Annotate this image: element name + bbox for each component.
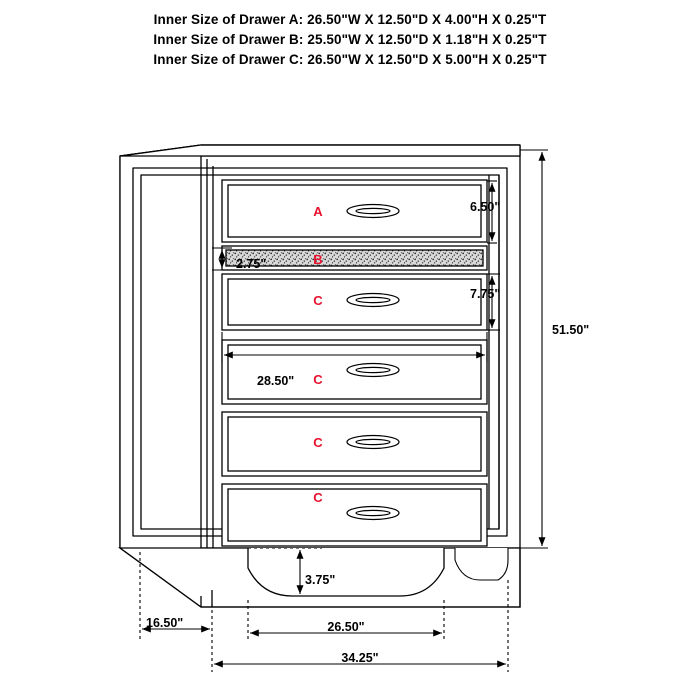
drawer-letter-a: A bbox=[313, 204, 323, 219]
drawer-letter-c1: C bbox=[313, 293, 323, 308]
drawer-fronts bbox=[222, 180, 487, 546]
dim-drawer-b-height: 2.75" bbox=[236, 257, 267, 271]
spec-line-drawer-b: Inner Size of Drawer B: 25.50"W X 12.50"D X 1.18"H X 0.25"T bbox=[153, 32, 547, 47]
drawer-letter-c3: C bbox=[313, 435, 323, 450]
dim-drawer-a-height: 6.50" bbox=[470, 200, 501, 214]
dim-depth: 16.50" bbox=[146, 616, 184, 630]
drawer-letter-c2: C bbox=[313, 372, 323, 387]
dim-total-height: 51.50" bbox=[552, 323, 590, 337]
dim-drawer-c-height: 7.75" bbox=[470, 287, 501, 301]
spec-line-drawer-c: Inner Size of Drawer C: 26.50"W X 12.50"D X 5.00"H X 0.25"T bbox=[153, 52, 547, 67]
dim-base-height: 3.75" bbox=[305, 573, 336, 587]
spec-line-drawer-a: Inner Size of Drawer A: 26.50"W X 12.50"D X 4.00"H X 0.25"T bbox=[153, 12, 547, 27]
dim-overall-width: 34.25" bbox=[341, 651, 379, 665]
dim-interior-width: 28.50" bbox=[257, 374, 295, 388]
dim-top-width: 26.50" bbox=[327, 620, 365, 634]
drawer-letter-c4: C bbox=[313, 490, 323, 505]
drawer-letter-b: B bbox=[313, 252, 323, 267]
